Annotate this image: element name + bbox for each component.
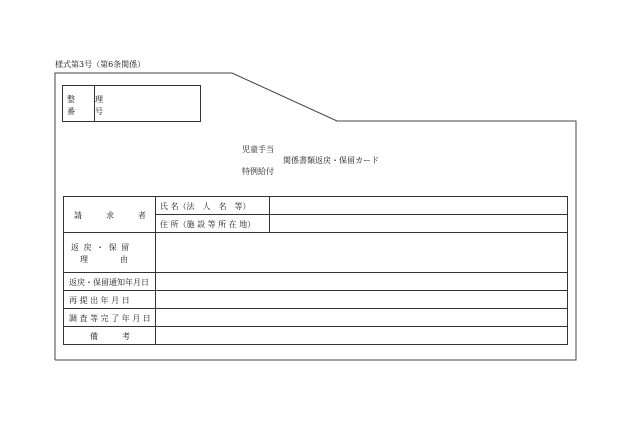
reason-field[interactable] xyxy=(156,233,567,272)
claimant-label: 請 求 者 xyxy=(74,211,146,220)
title-tokurei-kyufu: 特例給付 xyxy=(242,167,274,176)
address-label: 住 所（施 設 等 所 在 地） xyxy=(160,220,256,229)
name-label: 氏 名（法 人 名 等） xyxy=(160,202,251,211)
notice-date-field[interactable] xyxy=(156,273,567,290)
seiri-label-line1: 整 理 xyxy=(67,95,109,104)
seiri-bango-box xyxy=(62,85,201,122)
reason-label-line1: 返 戻 ・ 保 留 xyxy=(71,243,131,252)
survey-date-label: 調 査 等 完 了 年 月 日 xyxy=(69,314,151,323)
record-table xyxy=(63,196,568,345)
remarks-label: 備 考 xyxy=(90,332,130,341)
title-jido-teate: 児童手当 xyxy=(242,145,274,154)
name-field[interactable] xyxy=(270,197,567,214)
resubmit-date-label: 再 提 出 年 月 日 xyxy=(69,296,130,305)
seiri-bango-field[interactable] xyxy=(95,86,200,121)
card-title: 関係書類返戻・保留カード xyxy=(283,156,379,165)
reason-label-line2: 理 由 xyxy=(80,255,128,264)
survey-date-field[interactable] xyxy=(156,309,567,326)
resubmit-date-field[interactable] xyxy=(156,291,567,308)
seiri-label-line2: 番 号 xyxy=(67,107,109,116)
notice-date-label: 返戻・保留通知年月日 xyxy=(69,278,149,287)
seiri-bango-label xyxy=(63,86,109,121)
address-field[interactable] xyxy=(270,215,567,232)
remarks-field[interactable] xyxy=(156,327,567,344)
form-number-label: 様式第3号（第6条関係） xyxy=(55,60,146,69)
